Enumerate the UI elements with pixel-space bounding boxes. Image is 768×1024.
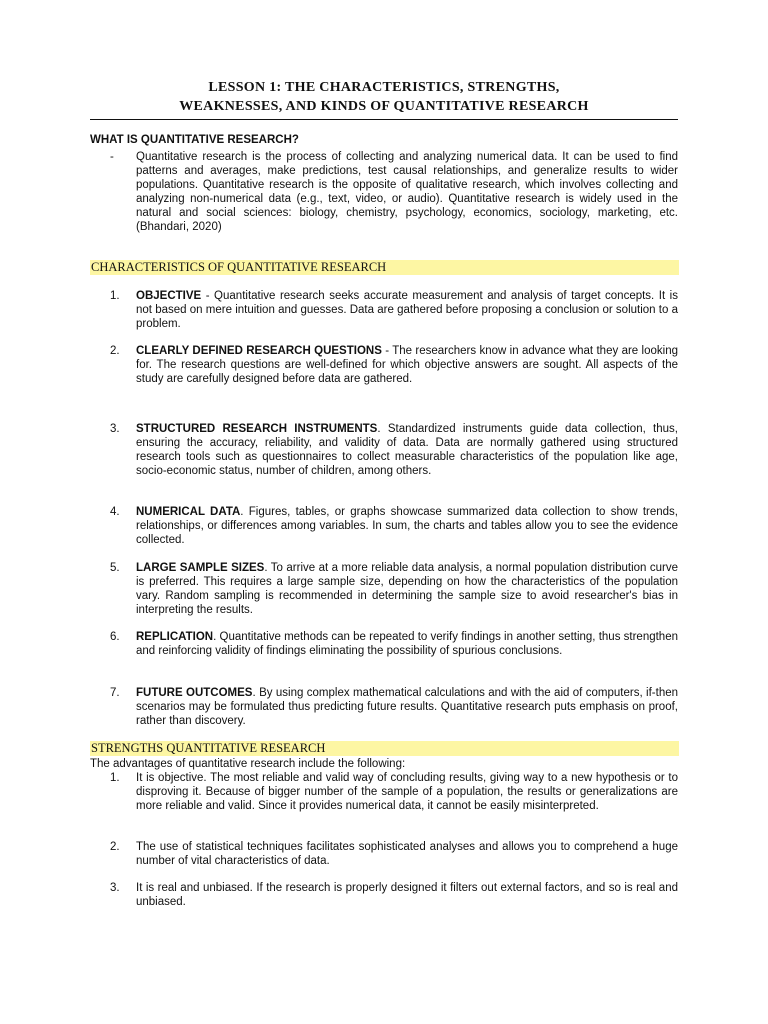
item-text: . Quantitative methods can be repeated to verify findings in another setting, thus strengthen and reinforcing validity of findings eliminating the possibility of spurious conclusions. — [136, 631, 678, 657]
item-term: LARGE SAMPLE SIZES — [136, 562, 265, 574]
what-is-text: Quantitative research is the process of collecting and analyzing numerical data. It can be used to find patterns and averages, make predictions, test causal relationships, and generalize results to wider populations. Quantitative research is the opposite of qualitative research, which involves collecting and analyzing non-numerical data (e.g., text, video, or audio). Quantitative research is widely used in the natural and social sciences: biology, chemistry, psychology, economics, sociology, marketing, etc. (Bhandari, 2020) — [136, 151, 678, 233]
item-number: 2. — [110, 345, 120, 357]
item-number: 7. — [110, 687, 120, 699]
item-text: . Standardized instruments guide data collection, thus, ensuring the accuracy, reliability, and validity of data. Data are normally gathered using structured research tools such as questionnaires to collect measurable characteristics of the population like age, socio-economic status, number of children, among others. — [136, 423, 678, 477]
strengths-heading: STRENGTHS QUANTITATIVE RESEARCH — [90, 741, 679, 756]
item-number: 5. — [110, 562, 120, 574]
item-number: 6. — [110, 631, 120, 643]
item-text: - The researchers know in advance what they are looking for. The research questions are well-defined for which objective answers are sought. All aspects of the study are carefully designed before data are gathered. — [136, 345, 678, 385]
title-line-1: LESSON 1: THE CHARACTERISTICS, STRENGTHS, — [208, 80, 560, 95]
characteristics-heading: CHARACTERISTICS OF QUANTITATIVE RESEARCH — [90, 260, 679, 275]
item-term: OBJECTIVE — [136, 290, 202, 302]
item-term: FUTURE OUTCOMES — [136, 687, 253, 699]
characteristic-item — [110, 422, 678, 478]
item-number: 1. — [110, 290, 120, 302]
dash-bullet: - — [110, 151, 114, 163]
item-number: 3. — [110, 882, 120, 894]
item-number: 1. — [110, 772, 120, 784]
item-text: - Quantitative research seeks accurate measurement and analysis of target concepts. It is not based on mere intuition and guesses. Data are gathered before proposing a conclusion or solution to a problem. — [136, 290, 678, 330]
item-text: It is real and unbiased. If the research is properly designed it filters out external factors, and so is real and unbiased. — [136, 882, 678, 908]
strength-item — [110, 771, 678, 813]
item-term: STRUCTURED RESEARCH INSTRUMENTS — [136, 423, 378, 435]
strength-item — [110, 840, 678, 868]
characteristic-item — [110, 344, 678, 386]
item-text: . By using complex mathematical calculations and with the aid of computers, if-then scenarios may be formulated thus predicting future results. Quantitative research puts emphasis on proof, rather than discovery. — [136, 687, 679, 727]
item-term: NUMERICAL DATA — [136, 506, 241, 518]
item-number: 3. — [110, 423, 120, 435]
what-is-paragraph — [110, 150, 678, 234]
item-term: CLEARLY DEFINED RESEARCH QUESTIONS — [136, 345, 382, 357]
characteristic-item — [110, 289, 678, 331]
item-number: 4. — [110, 506, 120, 518]
strength-item — [110, 881, 678, 909]
item-text: It is objective. The most reliable and valid way of concluding results, giving way to a new hypothesis or to disproving it. Because of bigger number of the sample of a population, the results or generalizations are more reliable and valid. Since it provides numerical data, it cannot be easily misinterpreted. — [136, 772, 678, 812]
what-is-heading: WHAT IS QUANTITATIVE RESEARCH? — [90, 134, 299, 146]
strengths-intro: The advantages of quantitative research include the following: — [90, 758, 406, 770]
characteristic-item — [110, 561, 678, 617]
item-text: . To arrive at a more reliable data analysis, a normal population distribution curve is preferred. This requires a large sample size, depending on how the characteristics of the population vary. Random sampling is recommended in determining the sample size to avoid researcher's bias in interpreting the results. — [136, 562, 679, 616]
characteristic-item — [110, 505, 678, 547]
characteristic-item — [110, 630, 678, 658]
item-term: REPLICATION — [136, 631, 214, 643]
title-line-2: WEAKNESSES, AND KINDS OF QUANTITATIVE RESEARCH — [179, 99, 589, 114]
item-text: The use of statistical techniques facilitates sophisticated analyses and allows you to comprehend a huge number of vital characteristics of data. — [136, 841, 678, 867]
item-text: . Figures, tables, or graphs showcase summarized data collection to show trends, relationships, or differences among variables. In sum, the charts and tables allow you to see the evidence collected. — [136, 506, 678, 546]
characteristic-item — [110, 686, 678, 728]
lesson-title — [90, 78, 678, 120]
item-number: 2. — [110, 841, 120, 853]
